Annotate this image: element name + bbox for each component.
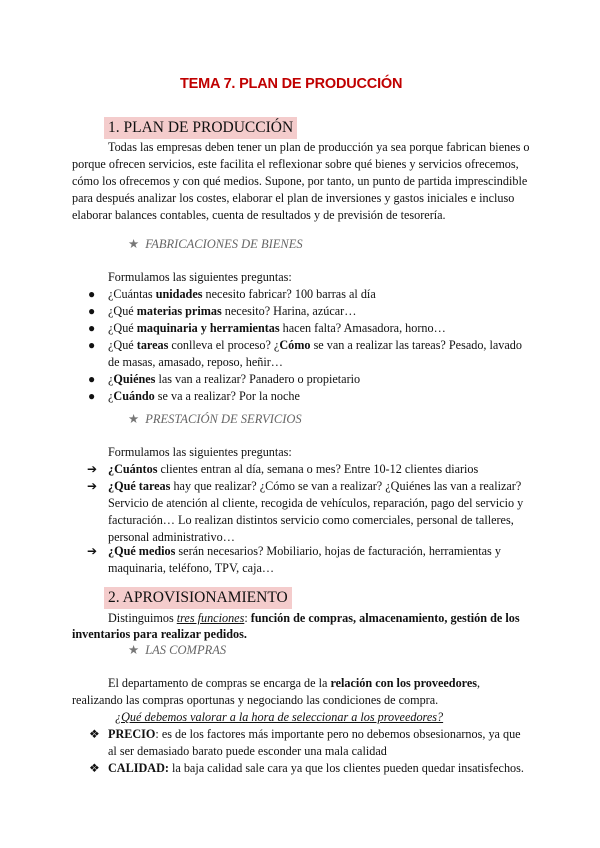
list-item: ¿Quiénes las van a realizar? Panadero o propietario — [108, 372, 361, 386]
section-heading-aprovisionamiento: 2. APROVISIONAMIENTO — [104, 587, 292, 609]
bullet-icon: ● — [88, 389, 96, 403]
paragraph-line: Distinguimos tres funciones: función de compras, almacenamiento, gestión de los — [108, 611, 520, 625]
subheading-fabricaciones: ★ FABRICACIONES DE BIENES — [128, 237, 303, 251]
paragraph-line: elaborar balances contables, cuenta de resultados y de previsión de tesorería. — [72, 208, 446, 222]
bullet-icon: ● — [88, 287, 96, 301]
arrow-icon: ➔ — [87, 462, 98, 476]
list-item-continuation: facturación… Lo realizan distintos servicio como comerciales, personal de talleres, — [108, 513, 514, 527]
diamond-bullet-icon: ❖ — [89, 727, 100, 741]
intro-text: Formulamos las siguientes preguntas: — [108, 445, 292, 459]
intro-text: Formulamos las siguientes preguntas: — [108, 270, 292, 284]
paragraph-line: cómo los ofrecemos y con qué medios. Supone, por tanto, un punto de partida imprescindible — [72, 174, 528, 188]
list-item-continuation: Servicio de atención al cliente, recogida de vehículos, reparación, pago del servicio y — [108, 496, 524, 510]
star-icon: ★ — [128, 412, 140, 426]
arrow-icon: ➔ — [87, 479, 98, 493]
paragraph-line: porque ofrecen servicios, este facilita el reflexionar sobre qué bienes y servicios ofrecemos, — [72, 157, 519, 171]
bullet-icon: ● — [88, 321, 96, 335]
list-item: ¿Qué tareas conlleva el proceso? ¿Cómo se van a realizar las tareas? Pesado, lavado — [108, 338, 522, 352]
list-item: CALIDAD: la baja calidad sale cara ya que los clientes pueden quedar insatisfechos. — [108, 761, 524, 775]
paragraph-line: Todas las empresas deben tener un plan de producción ya sea porque fabrican bienes o — [108, 140, 530, 154]
star-icon: ★ — [128, 237, 140, 251]
list-item: ¿Qué medios serán necesarios? Mobiliario, hojas de facturación, herramientas y — [108, 544, 501, 558]
bullet-icon: ● — [88, 372, 96, 386]
list-item-continuation: maquinaria, teléfono, TPV, caja… — [108, 561, 275, 575]
subheading-prestacion: ★ PRESTACIÓN DE SERVICIOS — [128, 412, 302, 426]
list-item: ¿Cuántas unidades necesito fabricar? 100 barras al día — [108, 287, 376, 301]
list-item-continuation: de masas, amasado, reposo, heñir… — [108, 355, 283, 369]
list-item: ¿Cuándo se va a realizar? Por la noche — [108, 389, 300, 403]
diamond-bullet-icon: ❖ — [89, 761, 100, 775]
list-item-continuation: personal administrativo… — [108, 530, 235, 544]
paragraph-line: inventarios para realizar pedidos. — [72, 627, 247, 641]
paragraph-line: El departamento de compras se encarga de la relación con los proveedores, — [108, 676, 481, 690]
bullet-icon: ● — [88, 338, 96, 352]
arrow-icon: ➔ — [87, 544, 98, 558]
list-item: ¿Qué maquinaria y herramientas hacen falta? Amasadora, horno… — [108, 321, 446, 335]
list-item: PRECIO: es de los factores más importante pero no debemos obsesionarnos, ya que — [108, 727, 521, 741]
bullet-icon: ● — [88, 304, 96, 318]
list-item: ¿Qué tareas hay que realizar? ¿Cómo se van a realizar? ¿Quiénes las van a realizar? — [108, 479, 522, 493]
paragraph-line: para después analizar los costes, elaborar el plan de inversiones y gastos iniciales e incluso — [72, 191, 515, 205]
list-item: ¿Cuántos clientes entran al día, semana o mes? Entre 10-12 clientes diarios — [108, 462, 479, 476]
subheading-compras: ★ LAS COMPRAS — [128, 643, 227, 657]
paragraph-line: realizando las compras oportunas y negociando las condiciones de compra. — [72, 693, 439, 707]
list-item-continuation: al ser demasiado barato puede esconder una mala calidad — [108, 744, 387, 758]
question-text: ¿Qué debemos valorar a la hora de seleccionar a los proveedores? — [115, 710, 444, 724]
list-item: ¿Qué materias primas necesito? Harina, azúcar… — [108, 304, 357, 318]
section-heading-plan-produccion: 1. PLAN DE PRODUCCIÓN — [104, 117, 297, 139]
page-title: TEMA 7. PLAN DE PRODUCCIÓN — [180, 76, 403, 92]
star-icon: ★ — [128, 643, 140, 657]
